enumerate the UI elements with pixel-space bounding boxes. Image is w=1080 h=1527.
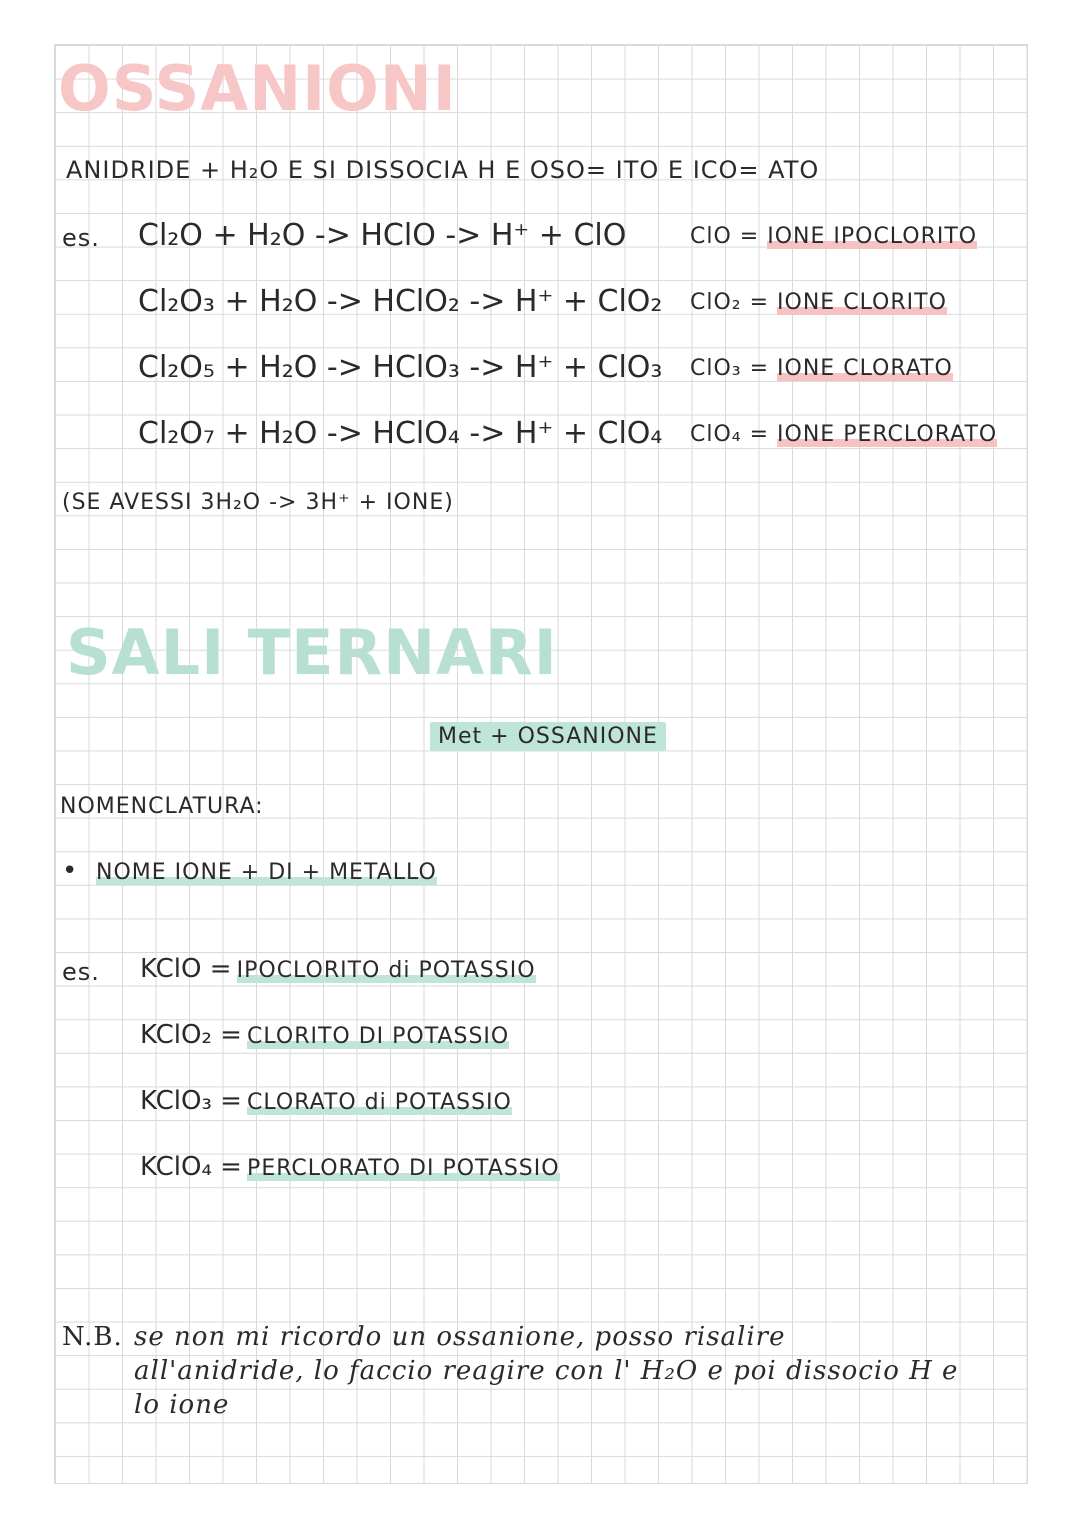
ion-row-1	[690, 224, 977, 249]
nomenclatura-label: NOMENCLATURA:	[60, 794, 264, 819]
ossanioni-rule: ANIDRIDE + H₂O E SI DISSOCIA H E OSO= ITO E ICO= ATO	[66, 156, 820, 184]
nomenclature-rule: NOME IONE + DI + METALLO	[96, 860, 437, 885]
bullet-dot: •	[62, 856, 78, 886]
salt-example-2	[140, 1020, 509, 1050]
salt-name: CLORATO di POTASSIO	[247, 1090, 512, 1115]
ion-name: IONE IPOCLORITO	[767, 224, 978, 249]
salt-name: IPOCLORITO di POTASSIO	[236, 958, 536, 983]
ion-name: IONE CLORATO	[777, 356, 953, 381]
salt-formula: KClO₃ =	[140, 1086, 242, 1116]
salt-name: PERCLORATO DI POTASSIO	[247, 1156, 560, 1181]
es-label: es.	[62, 224, 100, 252]
equation-3: Cl₂O₅ + H₂O -> HClO₃ -> H⁺ + ClO₃	[138, 350, 663, 385]
salt-example-3	[140, 1086, 512, 1116]
ion-name: IONE CLORITO	[777, 290, 947, 315]
equation-4: Cl₂O₇ + H₂O -> HClO₄ -> H⁺ + ClO₄	[138, 416, 663, 451]
ion-row-2	[690, 290, 947, 315]
nb-line-1: se non mi ricordo un ossanione, posso risalire	[134, 1322, 786, 1352]
salt-name: CLORITO DI POTASSIO	[247, 1024, 510, 1049]
salt-formula: KClO =	[140, 954, 232, 984]
ossanioni-note: (SE AVESSI 3H₂O -> 3H⁺ + IONE)	[62, 490, 454, 515]
ion-row-4	[690, 422, 997, 447]
section-title-ossanioni: OSSANIONI	[58, 52, 457, 125]
salt-formula: KClO₂ =	[140, 1020, 242, 1050]
equation-1: Cl₂O + H₂O -> HClO -> H⁺ + ClO	[138, 218, 627, 253]
nb-line-2: all'anidride, lo faccio reagire con l' H₂O e poi dissocio H e	[134, 1356, 959, 1386]
salt-formula: KClO₄ =	[140, 1152, 242, 1182]
equation-2: Cl₂O₃ + H₂O -> HClO₂ -> H⁺ + ClO₂	[138, 284, 663, 319]
ion-formula: ClO₄ =	[690, 422, 770, 447]
formula-box: Met + OSSANIONE	[430, 722, 666, 751]
ion-name: IONE PERCLORATO	[777, 422, 998, 447]
ion-formula: ClO₂ =	[690, 290, 770, 315]
grid-paper	[54, 44, 1028, 1484]
nb-label: N.B.	[62, 1322, 123, 1352]
ion-formula: ClO₃ =	[690, 356, 770, 381]
ion-formula: ClO =	[690, 224, 760, 249]
ion-row-3	[690, 356, 953, 381]
es-label: es.	[62, 958, 100, 986]
section-title-sali-ternari: SALI TERNARI	[66, 616, 558, 689]
salt-example-4	[140, 1152, 560, 1182]
salt-example-1	[140, 954, 536, 984]
nb-line-3: lo ione	[134, 1390, 230, 1420]
